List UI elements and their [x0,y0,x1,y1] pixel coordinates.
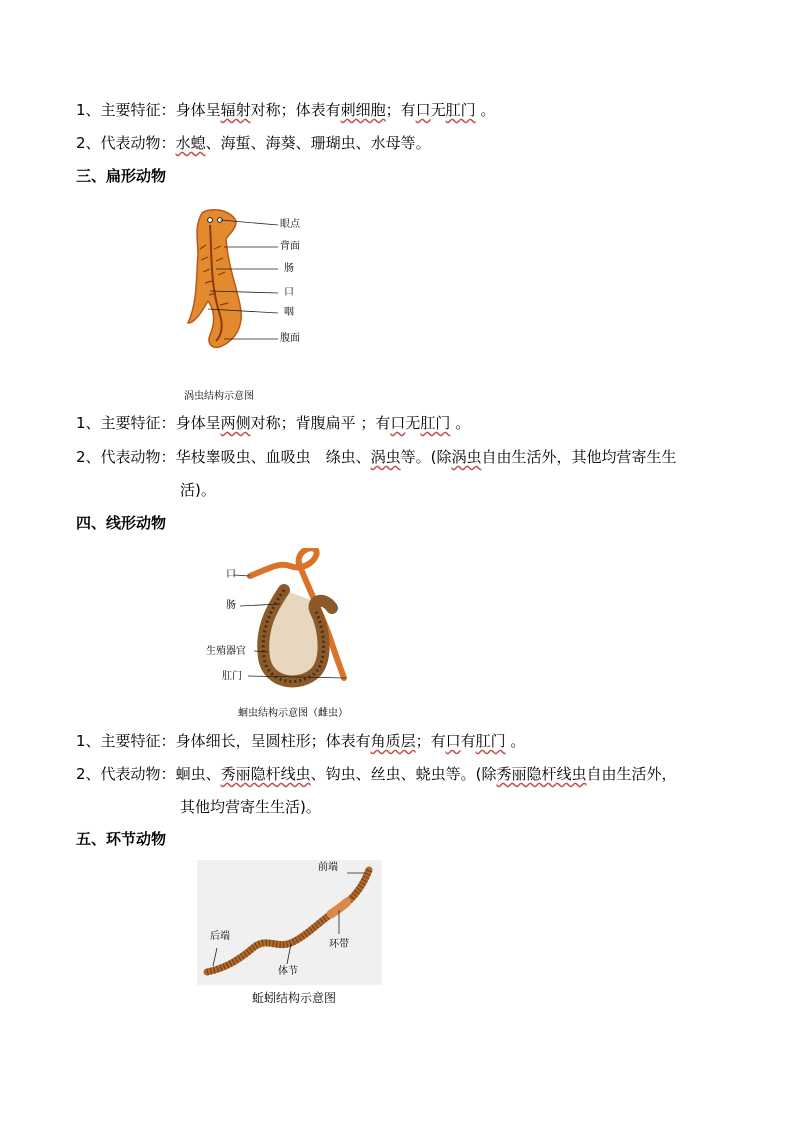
text: 蛔虫、 [175,765,221,783]
label-intestine: 肠 [284,263,294,274]
label-clitellum: 环带 [329,939,349,950]
cnidaria-example-line [76,132,431,154]
highlight-term: 口 [415,101,431,119]
highlight-term: 口 [445,732,461,750]
highlight-term: 口 [390,414,406,432]
highlight-term: 秀丽隐杆线虫 [496,765,587,783]
item-label: 主要特征： [100,414,176,432]
highlight-term: 肛门 [420,414,451,432]
label-segment: 体节 [278,966,298,977]
section-heading-platyhelminthes: 三、扁形动物 [76,167,167,185]
section-heading-nematoda: 四、线形动物 [76,514,167,532]
nematoda-feature-line [76,730,525,752]
text: 对称；体表有 [250,101,341,119]
item-label: 代表动物： [100,134,176,152]
text: 对称；背腹扁平 ；有 [250,414,391,432]
item-label: 代表动物： [100,765,176,783]
label-eyespot: 眼点 [280,219,300,230]
highlight-term: 辐射 [220,101,251,119]
highlight-term: 水螅 [175,134,206,152]
highlight-term: 秀丽隐杆线虫 [220,765,311,783]
nematoda-example-continued: 其他均营寄生生活)。 [180,798,321,816]
item-number: 1、 [76,414,101,432]
text: 无 [405,414,421,432]
text: 自由生活外，其他均营寄生生 [481,448,677,466]
item-number: 1、 [76,732,101,750]
item-label: 代表动物： [100,448,176,466]
section-heading-annelida: 五、环节动物 [76,830,167,848]
label-anus: 肛门 [222,671,242,682]
text: 无 [430,101,446,119]
item-number: 1、 [76,101,101,119]
text: 身体细长，呈圆柱形；体表有 [175,732,371,750]
label-reproductive-organ: 生殖器官 [206,646,246,657]
text: 。 [450,414,471,432]
item-label: 主要特征： [100,101,176,119]
label-anterior: 前端 [318,862,338,873]
text: 等。(除 [400,448,452,466]
highlight-term: 肛门 [445,101,476,119]
text: 、海蜇、海葵、珊瑚虫、水母等。 [205,134,431,152]
text: 华枝睾吸虫、血吸虫 绦虫、 [175,448,371,466]
label-posterior: 后端 [210,931,230,942]
label-pharynx: 咽 [284,307,294,318]
nematoda-example-line [76,763,676,785]
label-intestine: 肠 [226,600,236,611]
text: 有 [460,732,476,750]
highlight-term: 涡虫 [370,448,401,466]
text: ；有 [385,101,416,119]
item-label: 主要特征： [100,732,176,750]
item-number: 2、 [76,448,101,466]
label-dorsal: 背面 [280,241,300,252]
label-mouth: 口 [284,287,294,298]
platyhelminthes-feature-line [76,412,470,434]
platyhelminthes-example-continued: 活)。 [180,481,216,499]
highlight-term: 涡虫 [451,448,482,466]
text: 身体呈 [175,414,221,432]
figure-caption: 蚯蚓结构示意图 [252,991,337,1005]
highlight-term: 刺细胞 [340,101,386,119]
text: 。 [475,101,496,119]
planarian-body [188,210,241,348]
label-mouth: 口 [226,569,236,580]
label-ventral: 腹面 [280,333,300,344]
cnidaria-feature-line [76,99,495,121]
item-number: 2、 [76,134,101,152]
text: 。 [505,732,526,750]
item-number: 2、 [76,765,101,783]
platyhelminthes-example-line [76,446,676,468]
highlight-term: 两侧 [220,414,251,432]
highlight-term: 肛门 [475,732,506,750]
figure-caption: 蛔虫结构示意图（雌虫） [238,708,348,719]
text: 、钩虫、丝虫、蛲虫等。(除 [310,765,497,783]
text: 身体呈 [175,101,221,119]
text: ；有 [415,732,446,750]
highlight-term: 角质层 [370,732,416,750]
eyespot-mark [208,218,213,223]
figure-caption: 涡虫结构示意图 [184,391,254,402]
text: 自由生活外， [586,765,677,783]
